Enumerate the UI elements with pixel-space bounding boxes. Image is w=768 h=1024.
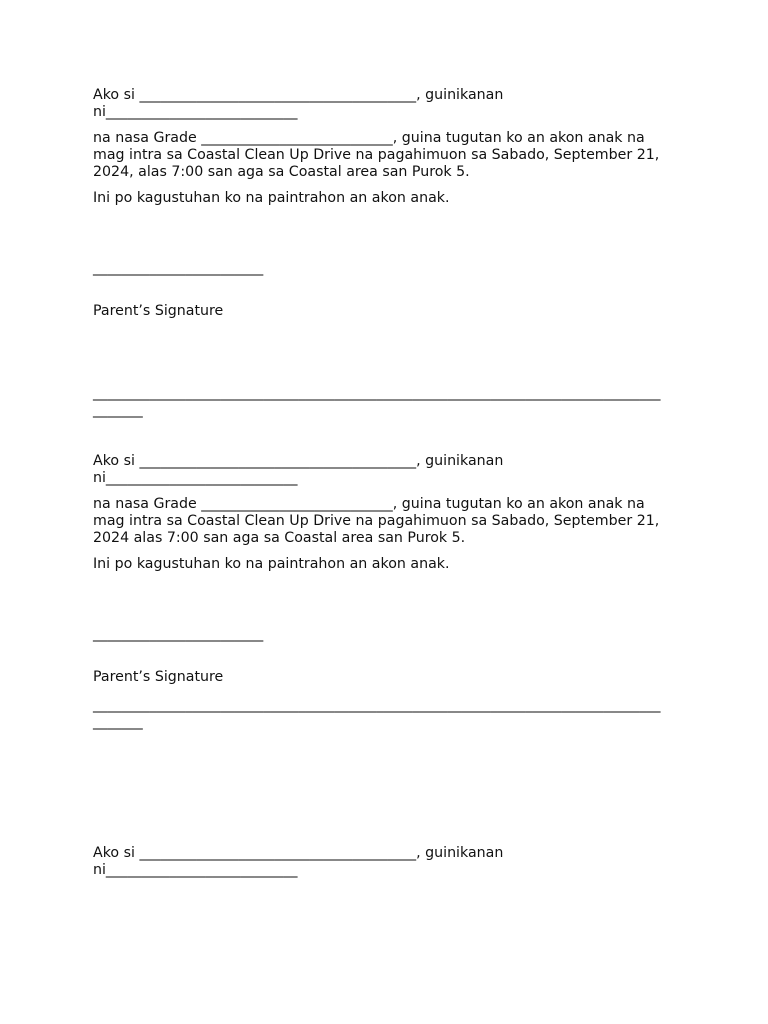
form1-signature-line: ________________________ <box>93 260 264 276</box>
form2-signature-label: Parent’s Signature <box>93 669 224 685</box>
form2-child-line: ni___________________________ <box>93 470 298 486</box>
form3-child-line: ni___________________________ <box>93 862 298 878</box>
form1-separator-short: _______ <box>93 402 143 418</box>
form1-permission-text: Ini po kagustuhan ko na paintrahon an akon anak. <box>93 190 450 206</box>
form1-name-line: Ako si _______________________________________, guinikanan <box>93 87 504 103</box>
form2-grade-paragraph: na nasa Grade ___________________________, guina tugutan ko an akon anak na mag intra sa Coastal Clean Up Drive na pagahimuon sa Sabado, September 21, 2024 alas 7:00 san aga sa Coastal area san Purok 5. <box>93 496 660 546</box>
form2-name-line: Ako si _______________________________________, guinikanan <box>93 453 504 469</box>
form1-separator-long: ________________________________________________________________________________ <box>93 385 661 401</box>
form1-signature-label: Parent’s Signature <box>93 303 224 319</box>
form2-separator-short: _______ <box>93 714 143 730</box>
form3-name-line: Ako si _______________________________________, guinikanan <box>93 845 504 861</box>
form1-child-line: ni___________________________ <box>93 104 298 120</box>
form2-permission-text: Ini po kagustuhan ko na paintrahon an akon anak. <box>93 556 450 572</box>
form1-grade-paragraph: na nasa Grade ___________________________, guina tugutan ko an akon anak na mag intra sa Coastal Clean Up Drive na pagahimuon sa Sabado, September 21, 2024, alas 7:00 san aga sa Coastal area san Purok 5. <box>93 130 660 180</box>
form2-separator-long: ________________________________________________________________________________ <box>93 697 661 713</box>
form2-signature-line: ________________________ <box>93 626 264 642</box>
